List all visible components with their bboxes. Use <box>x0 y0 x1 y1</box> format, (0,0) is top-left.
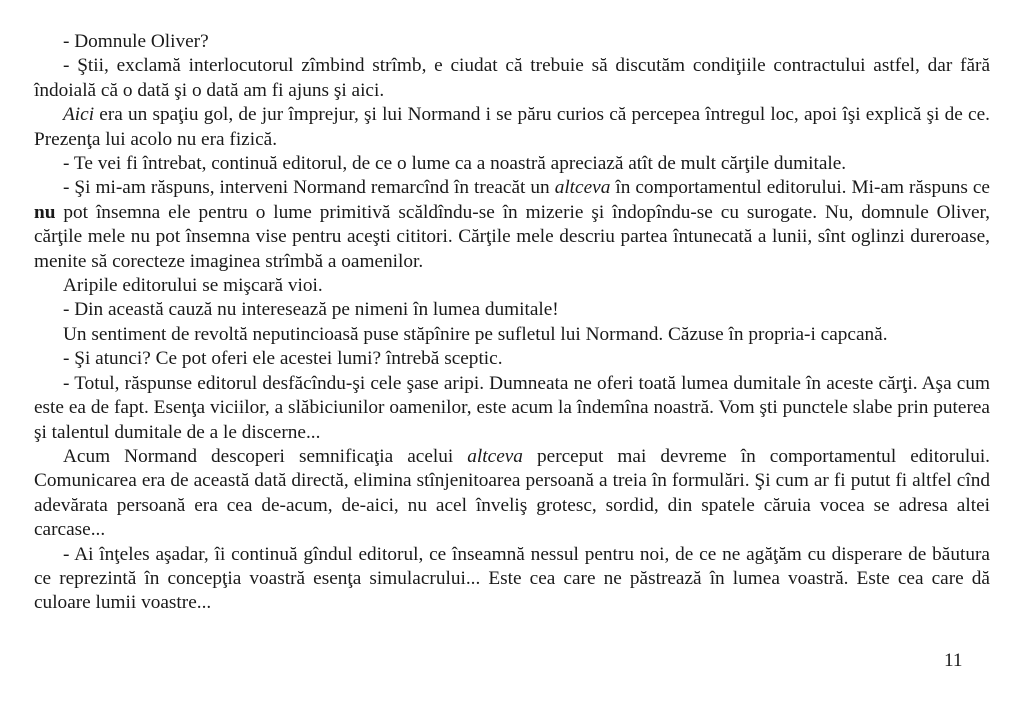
text-run: Un sentiment de revoltă neputincioasă puse stăpînire pe sufletul lui Normand. Căzuse în propria-i capcană. <box>63 323 888 345</box>
paragraph <box>34 103 990 152</box>
page-number: 11 <box>944 650 963 671</box>
text-run: - Te vei fi întrebat, continuă editorul, de ce o lume ca a noastră apreciază atît de mult cărţile dumitale. <box>63 153 847 175</box>
paragraph <box>34 152 990 176</box>
paragraph <box>34 372 990 445</box>
paragraph <box>34 323 990 347</box>
text-run: - Şi atunci? Ce pot oferi ele acestei lumi? întrebă sceptic. <box>63 348 503 370</box>
text-run: era un spaţiu gol, de jur împrejur, şi lui Normand i se păru curios că percepea întregul loc, apoi îşi explică şi de ce. Prezenţa lui acolo nu era fizică. <box>34 104 990 150</box>
text-run: perceput mai devreme în comportamentul editorului. Comunicarea era de această dată directă, elimina stînjenitoarea persoană a treia în formulări. Şi cum ar fi putut fi altfel cînd adevărata persoană era cea de-acum, de-aici, nu acel înveliş grotesc, sordid, din spatele căruia vocea se adresa altei carcase... <box>34 445 991 541</box>
paragraph <box>34 54 990 103</box>
paragraph <box>34 543 990 616</box>
text-run: în comportamentul editorului. Mi-am răspuns ce <box>610 177 990 199</box>
text-run: Aripile editorului se mişcară vioi. <box>63 275 323 297</box>
text-run: - Ştii, exclamă interlocutorul zîmbind strîmb, e ciudat că trebuie să discutăm condiţiile contractului astfel, dar fără îndoială că o dată şi o dată am fi ajuns şi aici. <box>34 55 990 101</box>
paragraph <box>34 445 990 543</box>
bold-text: nu <box>34 201 56 223</box>
paragraph <box>34 30 990 54</box>
italic-text: Aici <box>63 104 95 126</box>
text-run: - Din această cauză nu interesează pe nimeni în lumea dumitale! <box>63 299 559 321</box>
book-page-text <box>34 30 990 616</box>
paragraph <box>34 298 990 322</box>
italic-text: altceva <box>467 445 523 467</box>
text-run: - Domnule Oliver? <box>63 31 209 52</box>
paragraph <box>34 347 990 371</box>
italic-text: altceva <box>554 177 611 199</box>
text-run: pot însemna ele pentru o lume primitivă scăldîndu-se în mizerie şi îndopîndu-se cu surogate. Nu, domnule Oliver, cărţile mele nu pot însemna vise pentru aceşti cititori. Cărţile mele descriu partea întunecată a lunii, sînt oglinzi dureroase, menite să corecteze imaginea strîmbă a oamenilor. <box>34 201 990 272</box>
text-run: - Totul, răspunse editorul desfăcîndu-şi cele şase aripi. Dumneata ne oferi toată lumea dumitale în aceste cărţi. Aşa cum este ea de fapt. Esenţa viciilor, a slăbiciunilor oamenilor, este acum la îndemîna noastră. Vom şti punctele slabe prin puterea şi talentul dumitale de a le discerne... <box>34 372 990 443</box>
paragraph <box>34 274 990 298</box>
text-run: - Ai înţeles aşadar, îi continuă gîndul editorul, ce înseamnă nessul pentru noi, de ce ne agăţăm cu disperare de băutura ce reprezintă în concepţia voastră esenţa simulacrului... Este cea care ne păstrează în lumea voastră. Este cea care dă culoare lumii voastre... <box>34 543 990 614</box>
paragraph <box>34 176 990 274</box>
text-run: Acum Normand descoperi semnificaţia acelui <box>63 445 468 467</box>
text-run: - Şi mi-am răspuns, interveni Normand remarcînd în treacăt un <box>63 177 555 199</box>
